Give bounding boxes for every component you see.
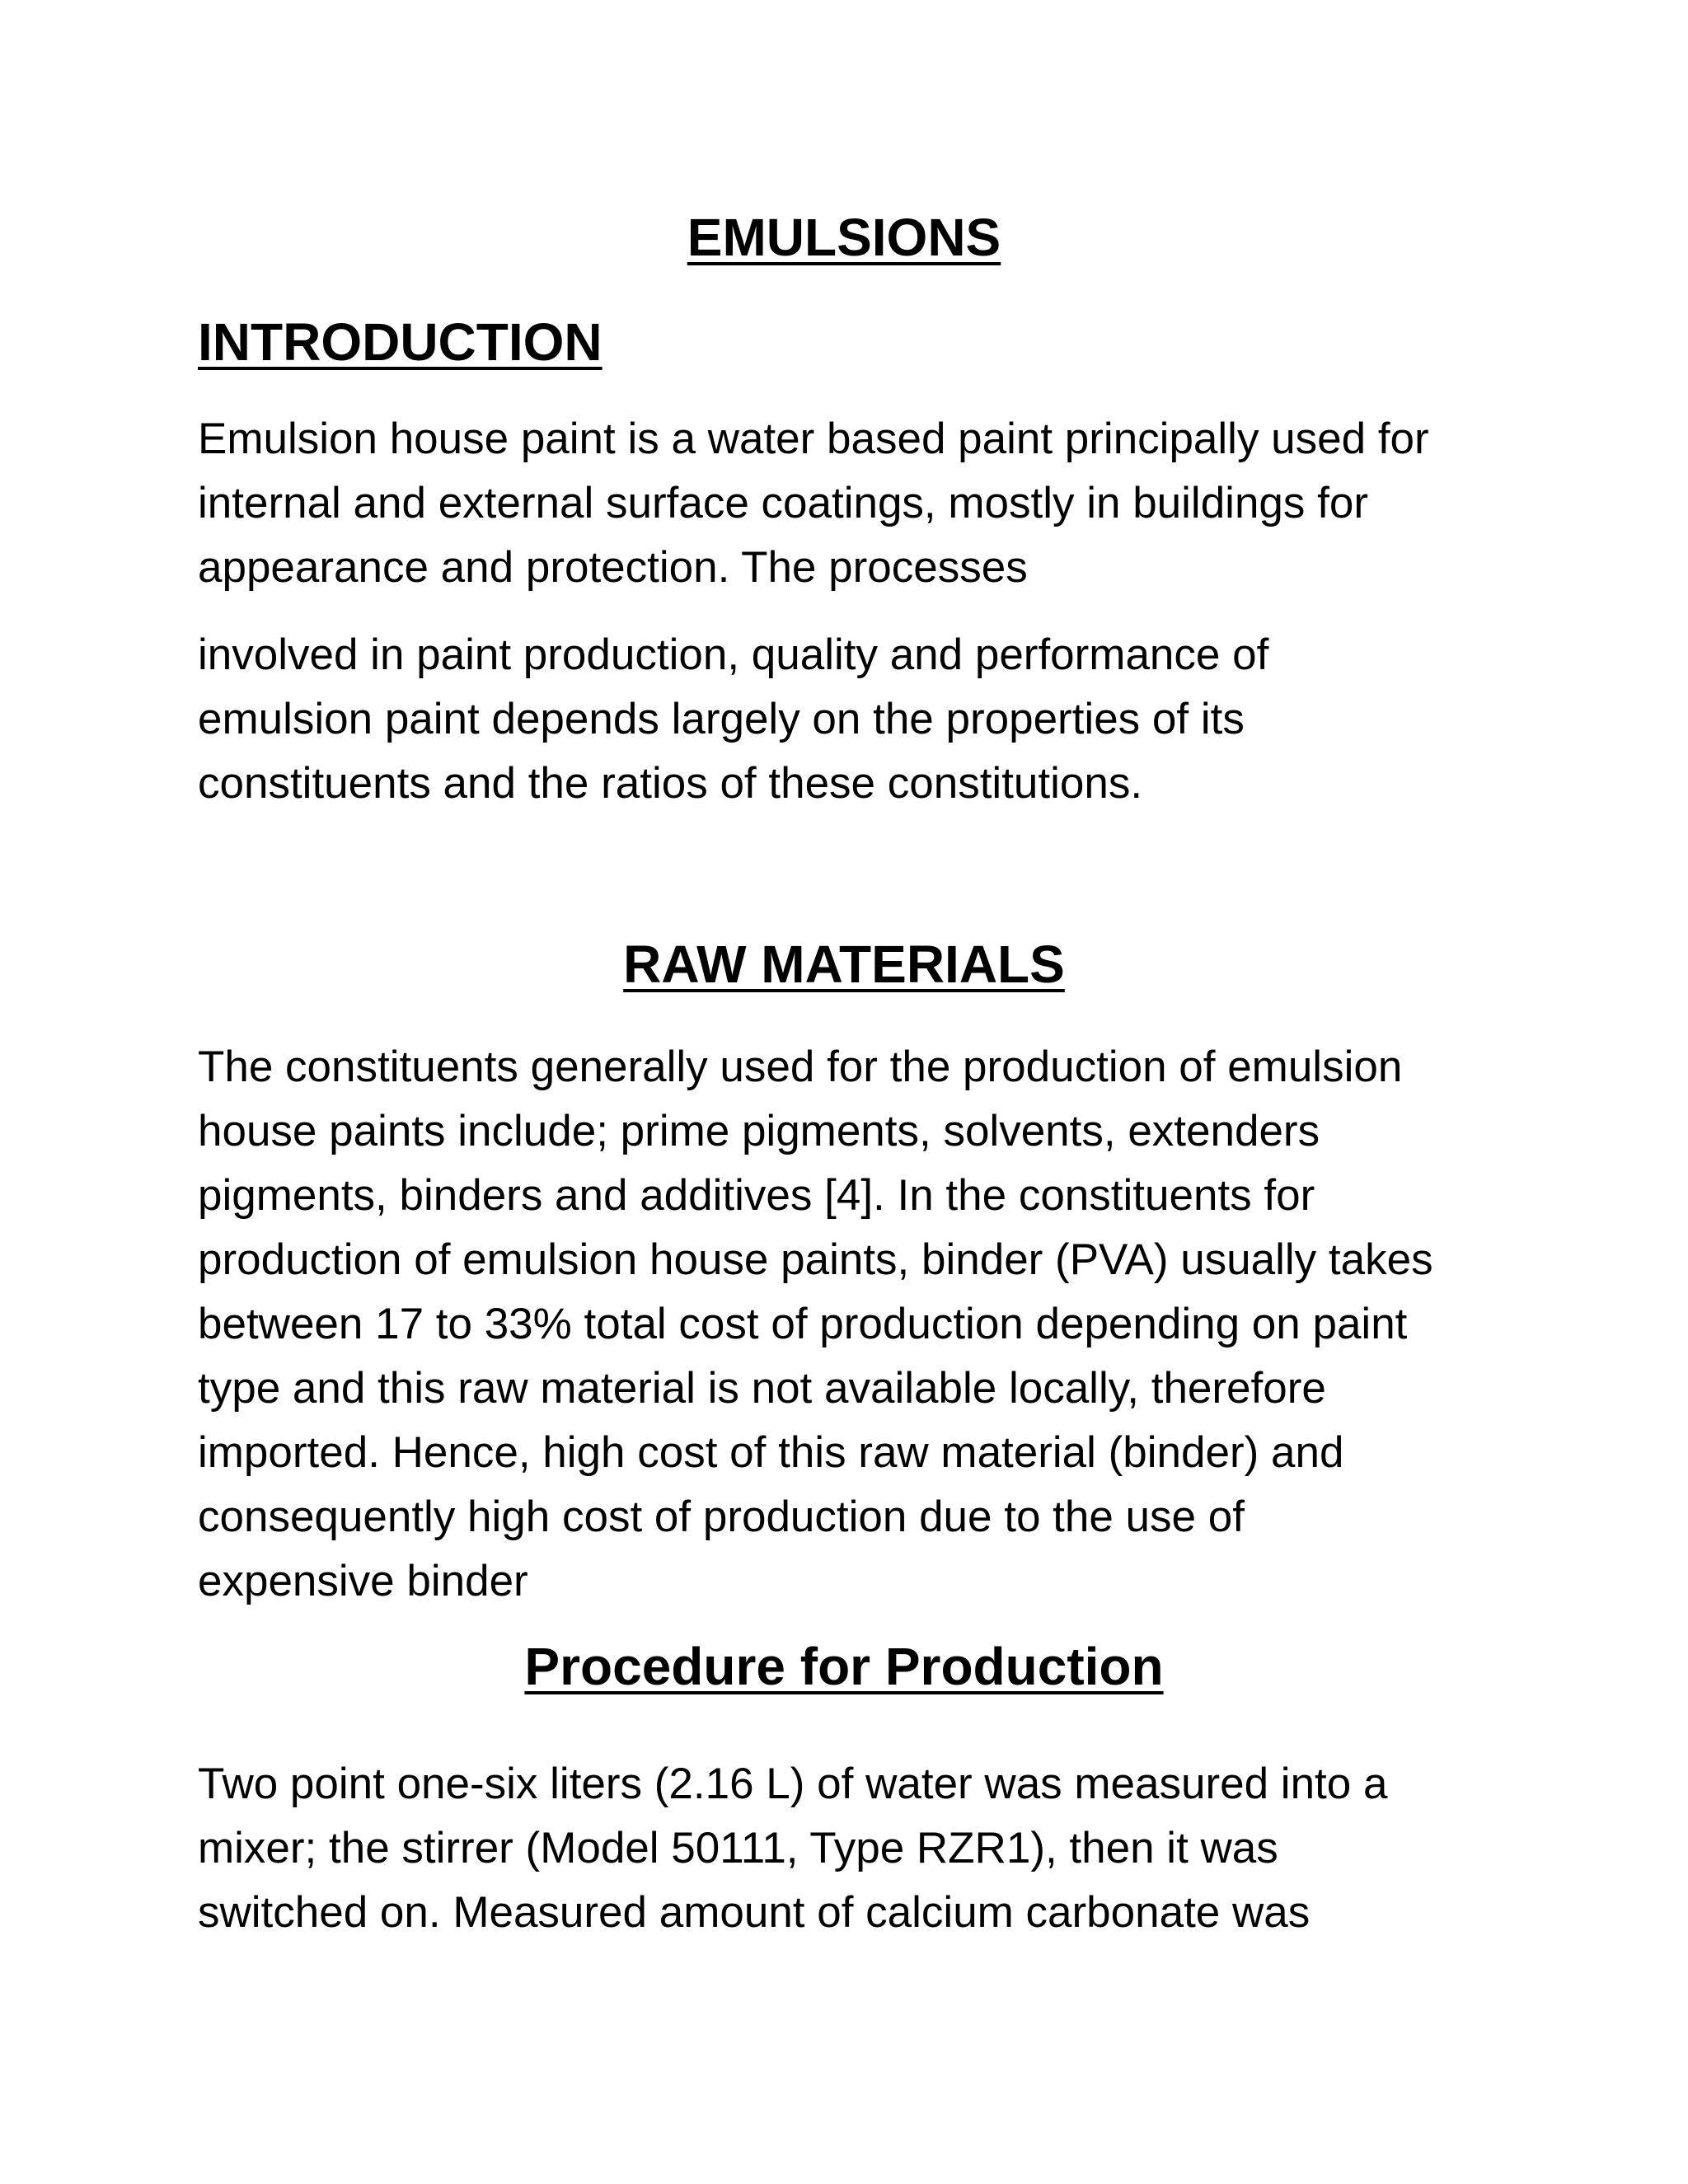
text-line: appearance and protection. The processes <box>198 543 1028 592</box>
text-line: house paints include; prime pigments, solvents, extenders <box>198 1107 1320 1155</box>
text-line: constituents and the ratios of these constitutions. <box>198 759 1143 808</box>
text-line: production of emulsion house paints, binder (PVA) usually takes <box>198 1235 1433 1284</box>
text-line: internal and external surface coatings, mostly in buildings for <box>198 479 1368 527</box>
text-line: pigments, binders and additives [4]. In the constituents for <box>198 1171 1315 1220</box>
text-line: Emulsion house paint is a water based paint principally used for <box>198 415 1429 463</box>
text-line: The constituents generally used for the production of emulsion <box>198 1043 1403 1091</box>
introduction-paragraph-1 <box>198 407 1517 600</box>
procedure-paragraph <box>198 1752 1517 1945</box>
text-line: switched on. Measured amount of calcium carbonate was <box>198 1888 1311 1937</box>
introduction-heading: INTRODUCTION <box>198 312 603 372</box>
procedure-heading: Procedure for Production <box>524 1637 1164 1696</box>
text-line: imported. Hence, high cost of this raw material (binder) and <box>198 1428 1344 1477</box>
introduction-paragraph-2 <box>198 623 1517 816</box>
text-line: emulsion paint depends largely on the properties of its <box>198 695 1245 743</box>
text-line: involved in paint production, quality and performance of <box>198 630 1269 679</box>
document-title: EMULSIONS <box>687 208 1001 267</box>
text-line: type and this raw material is not available locally, therefore <box>198 1364 1326 1413</box>
raw-materials-paragraph <box>198 1035 1517 1614</box>
text-line: mixer; the stirrer (Model 50111, Type RZR1), then it was <box>198 1824 1278 1872</box>
text-line: expensive binder <box>198 1557 528 1605</box>
text-line: between 17 to 33% total cost of production depending on paint <box>198 1300 1408 1348</box>
text-line: Two point one-six liters (2.16 L) of water was measured into a <box>198 1760 1388 1808</box>
text-line: consequently high cost of production due to the use of <box>198 1493 1245 1541</box>
raw-materials-heading: RAW MATERIALS <box>623 935 1065 994</box>
